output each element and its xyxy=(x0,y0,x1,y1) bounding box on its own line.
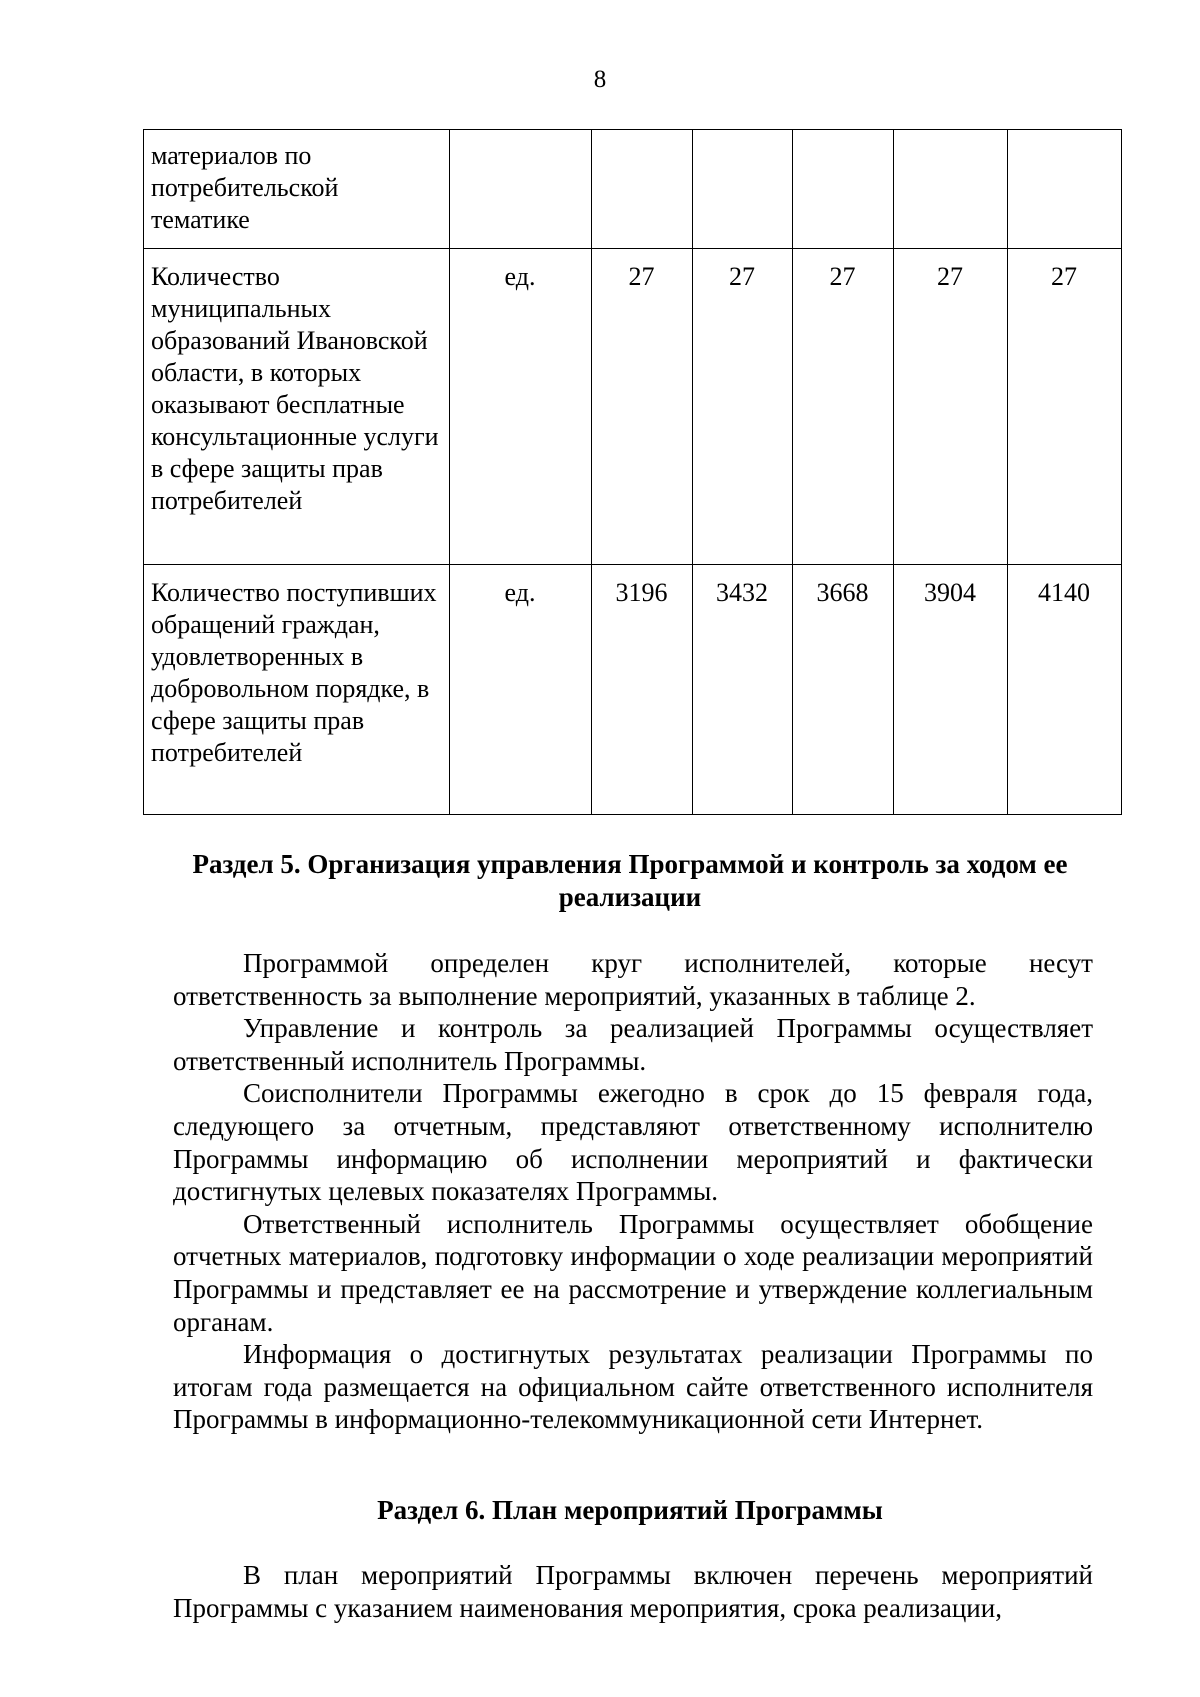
value-cell: 3668 xyxy=(793,565,894,815)
value-cell xyxy=(1008,130,1122,249)
indicator-name-cell: материалов по потребительской тематике xyxy=(144,130,450,249)
value-cell: 27 xyxy=(1008,249,1122,565)
section-6-heading: Раздел 6. План мероприятий Программы xyxy=(377,1495,883,1525)
value-cell: 27 xyxy=(793,249,894,565)
value-cell: 4140 xyxy=(1008,565,1122,815)
page-number: 8 xyxy=(593,66,607,93)
table-row xyxy=(144,249,1122,565)
paragraph: В план мероприятий Программы включен перечень мероприятий Программы с указанием наименования мероприятия, срока реализации, xyxy=(173,1560,1093,1623)
value-cell xyxy=(894,130,1008,249)
paragraph: Управление и контроль за реализацией Программы осуществляет ответственный исполнитель Программы. xyxy=(173,1013,1093,1076)
indicator-name-cell: Количество поступивших обращений граждан, удовлетворенных в добровольном порядке, в сфере защиты прав потребителей xyxy=(144,565,450,815)
value-cell: 27 xyxy=(894,249,1008,565)
value-cell: 3432 xyxy=(693,565,793,815)
paragraph: Соисполнители Программы ежегодно в срок до 15 февраля года, следующего за отчетным, представляют ответственному исполнителю Программы информацию об исполнении мероприятий и фактически достигнутых целевых показателях Программы. xyxy=(173,1078,1093,1207)
value-cell: 27 xyxy=(592,249,693,565)
section-6-body xyxy=(173,1559,1093,1624)
value-cell xyxy=(793,130,894,249)
value-cell: 3196 xyxy=(592,565,693,815)
value-cell xyxy=(693,130,793,249)
value-cell: 3904 xyxy=(894,565,1008,815)
value-cell xyxy=(592,130,693,249)
section-5-body xyxy=(173,947,1093,1436)
paragraph: Программой определен круг исполнителей, которые несут ответственность за выполнение мероприятий, указанных в таблице 2. xyxy=(173,948,1093,1011)
paragraph: Информация о достигнутых результатах реализации Программы по итогам года размещается на официальном сайте ответственного исполнителя Программы в информационно-телекоммуникационной сети Интернет. xyxy=(173,1339,1093,1435)
unit-cell: ед. xyxy=(450,249,592,565)
section-5-heading: Раздел 5. Организация управления Программой и контроль за ходом ее реализации xyxy=(192,849,1068,912)
table-row xyxy=(144,565,1122,815)
value-cell: 27 xyxy=(693,249,793,565)
unit-cell: ед. xyxy=(450,565,592,815)
indicator-name-cell: Количество муниципальных образований Ивановской области, в которых оказывают бесплатные консультационные услуги в сфере защиты прав потребителей xyxy=(144,249,450,565)
indicators-table xyxy=(143,129,1122,815)
paragraph: Ответственный исполнитель Программы осуществляет обобщение отчетных материалов, подготовку информации о ходе реализации мероприятий Программы и представляет ее на рассмотрение и утверждение коллегиальным органам. xyxy=(173,1208,1093,1337)
unit-cell xyxy=(450,130,592,249)
table-row xyxy=(144,130,1122,249)
